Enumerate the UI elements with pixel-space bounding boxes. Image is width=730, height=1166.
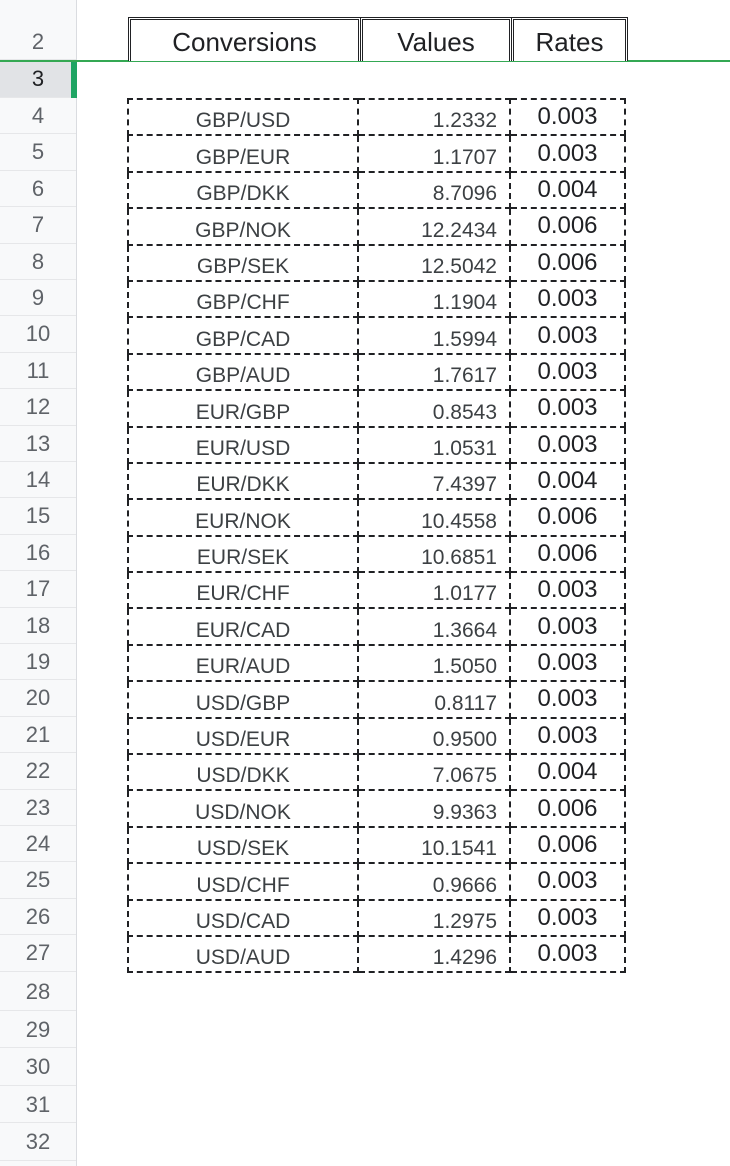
conversion-pair-cell[interactable]: EUR/NOK xyxy=(128,499,358,535)
row-number-25[interactable]: 25 xyxy=(0,862,76,898)
rate-cell[interactable]: 0.004 xyxy=(510,754,625,790)
row-number-24[interactable]: 24 xyxy=(0,826,76,862)
row-number-10[interactable]: 10 xyxy=(0,316,76,352)
row-number-11[interactable]: 11 xyxy=(0,353,76,389)
conversion-pair-cell[interactable]: EUR/GBP xyxy=(128,390,358,426)
conversion-rates-table xyxy=(127,98,626,973)
rate-cell[interactable]: 0.006 xyxy=(510,790,625,826)
value-cell[interactable]: 10.6851 xyxy=(358,536,510,572)
conversion-pair-cell[interactable]: GBP/SEK xyxy=(128,245,358,281)
rate-cell[interactable]: 0.003 xyxy=(510,427,625,463)
rate-cell[interactable]: 0.003 xyxy=(510,99,625,135)
table-row xyxy=(128,572,625,608)
row-number-29[interactable]: 29 xyxy=(0,1011,76,1049)
value-cell[interactable]: 1.3664 xyxy=(358,608,510,644)
table-row xyxy=(128,718,625,754)
table-row xyxy=(128,463,625,499)
table-row xyxy=(128,99,625,135)
row-number-6[interactable]: 6 xyxy=(0,171,76,207)
value-cell[interactable]: 8.7096 xyxy=(358,172,510,208)
table-row xyxy=(128,608,625,644)
header-cell-rates[interactable]: Rates xyxy=(511,17,628,61)
conversion-pair-cell[interactable]: USD/GBP xyxy=(128,681,358,717)
value-cell[interactable]: 1.2332 xyxy=(358,99,510,135)
row-number-27[interactable]: 27 xyxy=(0,935,76,971)
row-number-26[interactable]: 26 xyxy=(0,899,76,935)
value-cell[interactable]: 10.1541 xyxy=(358,827,510,863)
header-cell-values[interactable]: Values xyxy=(360,17,512,61)
row-number-20[interactable]: 20 xyxy=(0,680,76,716)
value-cell[interactable]: 0.8543 xyxy=(358,390,510,426)
table-row xyxy=(128,317,625,353)
table-row xyxy=(128,681,625,717)
row-number-14[interactable]: 14 xyxy=(0,462,76,498)
table-row xyxy=(128,900,625,936)
row-number-28[interactable]: 28 xyxy=(0,973,76,1011)
value-cell[interactable]: 12.2434 xyxy=(358,208,510,244)
value-cell[interactable]: 1.4296 xyxy=(358,936,510,972)
value-cell[interactable]: 7.0675 xyxy=(358,754,510,790)
table-row xyxy=(128,754,625,790)
row-number-22[interactable]: 22 xyxy=(0,753,76,789)
row-number-4[interactable]: 4 xyxy=(0,98,76,134)
conversion-pair-cell[interactable]: GBP/CAD xyxy=(128,317,358,353)
value-cell[interactable]: 0.9500 xyxy=(358,718,510,754)
conversion-pair-cell[interactable]: EUR/CAD xyxy=(128,608,358,644)
conversion-pair-cell[interactable]: GBP/NOK xyxy=(128,208,358,244)
row-number-7[interactable]: 7 xyxy=(0,207,76,243)
row-number-8[interactable]: 8 xyxy=(0,244,76,280)
table-row xyxy=(128,427,625,463)
conversion-pair-cell[interactable]: USD/CHF xyxy=(128,863,358,899)
value-cell[interactable]: 1.5994 xyxy=(358,317,510,353)
table-row xyxy=(128,536,625,572)
value-cell[interactable]: 1.7617 xyxy=(358,354,510,390)
conversion-pair-cell[interactable]: GBP/CHF xyxy=(128,281,358,317)
value-cell[interactable]: 0.8117 xyxy=(358,681,510,717)
value-cell[interactable]: 10.4558 xyxy=(358,499,510,535)
value-cell[interactable]: 1.2975 xyxy=(358,900,510,936)
rate-cell[interactable]: 0.003 xyxy=(510,572,625,608)
rate-cell[interactable]: 0.003 xyxy=(510,900,625,936)
table-row xyxy=(128,645,625,681)
value-cell[interactable]: 1.1707 xyxy=(358,135,510,171)
table-row xyxy=(128,827,625,863)
table-row xyxy=(128,354,625,390)
row-number-18[interactable]: 18 xyxy=(0,608,76,644)
rate-cell[interactable]: 0.003 xyxy=(510,718,625,754)
conversion-pair-cell[interactable]: USD/AUD xyxy=(128,936,358,972)
conversion-pair-cell[interactable]: GBP/USD xyxy=(128,99,358,135)
rate-cell[interactable]: 0.003 xyxy=(510,645,625,681)
rate-cell[interactable]: 0.006 xyxy=(510,208,625,244)
row-number-16[interactable]: 16 xyxy=(0,535,76,571)
row-number-12[interactable]: 12 xyxy=(0,389,76,425)
row-number-31[interactable]: 31 xyxy=(0,1086,76,1124)
value-cell[interactable]: 12.5042 xyxy=(358,245,510,281)
row-number-23[interactable]: 23 xyxy=(0,790,76,826)
rate-cell[interactable]: 0.006 xyxy=(510,245,625,281)
conversion-pair-cell[interactable]: EUR/DKK xyxy=(128,463,358,499)
conversion-pair-cell[interactable]: GBP/DKK xyxy=(128,172,358,208)
value-cell[interactable]: 1.1904 xyxy=(358,281,510,317)
rate-cell[interactable]: 0.003 xyxy=(510,354,625,390)
conversion-pair-cell[interactable]: GBP/AUD xyxy=(128,354,358,390)
conversion-pair-cell[interactable]: USD/DKK xyxy=(128,754,358,790)
table-row xyxy=(128,135,625,171)
value-cell[interactable]: 0.9666 xyxy=(358,863,510,899)
rate-cell[interactable]: 0.006 xyxy=(510,827,625,863)
rate-cell[interactable]: 0.004 xyxy=(510,172,625,208)
rate-cell[interactable]: 0.006 xyxy=(510,499,625,535)
rate-cell[interactable]: 0.003 xyxy=(510,681,625,717)
rate-cell[interactable]: 0.003 xyxy=(510,936,625,972)
conversion-pair-cell[interactable]: EUR/SEK xyxy=(128,536,358,572)
table-row xyxy=(128,172,625,208)
rate-cell[interactable]: 0.003 xyxy=(510,608,625,644)
conversion-pair-cell[interactable]: EUR/USD xyxy=(128,427,358,463)
conversion-pair-cell[interactable]: GBP/EUR xyxy=(128,135,358,171)
conversion-pair-cell[interactable]: USD/EUR xyxy=(128,718,358,754)
table-row xyxy=(128,936,625,972)
value-cell[interactable]: 1.0531 xyxy=(358,427,510,463)
value-cell[interactable]: 9.9363 xyxy=(358,790,510,826)
rate-cell[interactable]: 0.003 xyxy=(510,390,625,426)
value-cell[interactable]: 1.5050 xyxy=(358,645,510,681)
row-number-17[interactable]: 17 xyxy=(0,571,76,607)
table-row xyxy=(128,790,625,826)
conversion-pair-cell[interactable]: USD/SEK xyxy=(128,827,358,863)
row-number-19[interactable]: 19 xyxy=(0,644,76,680)
row-number-15[interactable]: 15 xyxy=(0,498,76,534)
value-cell[interactable]: 7.4397 xyxy=(358,463,510,499)
table-row xyxy=(128,245,625,281)
rate-cell[interactable]: 0.003 xyxy=(510,135,625,171)
rate-cell[interactable]: 0.003 xyxy=(510,317,625,353)
conversion-pair-cell[interactable]: EUR/AUD xyxy=(128,645,358,681)
conversion-pair-cell[interactable]: USD/NOK xyxy=(128,790,358,826)
rate-cell[interactable]: 0.003 xyxy=(510,863,625,899)
row-number-30[interactable]: 30 xyxy=(0,1048,76,1086)
conversion-pair-cell[interactable]: USD/CAD xyxy=(128,900,358,936)
value-cell[interactable]: 1.0177 xyxy=(358,572,510,608)
selected-row-indicator xyxy=(71,60,77,98)
row-number-3[interactable]: 3 xyxy=(0,60,76,98)
table-row xyxy=(128,281,625,317)
rate-cell[interactable]: 0.003 xyxy=(510,281,625,317)
row-number-32[interactable]: 32 xyxy=(0,1123,76,1161)
header-cell-conversions[interactable]: Conversions xyxy=(128,17,361,61)
conversion-pair-cell[interactable]: EUR/CHF xyxy=(128,572,358,608)
rate-cell[interactable]: 0.004 xyxy=(510,463,625,499)
row-number-9[interactable]: 9 xyxy=(0,280,76,316)
table-row xyxy=(128,208,625,244)
row-number-2[interactable]: 2 xyxy=(0,0,76,60)
table-row xyxy=(128,499,625,535)
rate-cell[interactable]: 0.006 xyxy=(510,536,625,572)
row-number-21[interactable]: 21 xyxy=(0,717,76,753)
table-row xyxy=(128,863,625,899)
row-number-5[interactable]: 5 xyxy=(0,134,76,170)
table-row xyxy=(128,390,625,426)
row-number-13[interactable]: 13 xyxy=(0,426,76,462)
